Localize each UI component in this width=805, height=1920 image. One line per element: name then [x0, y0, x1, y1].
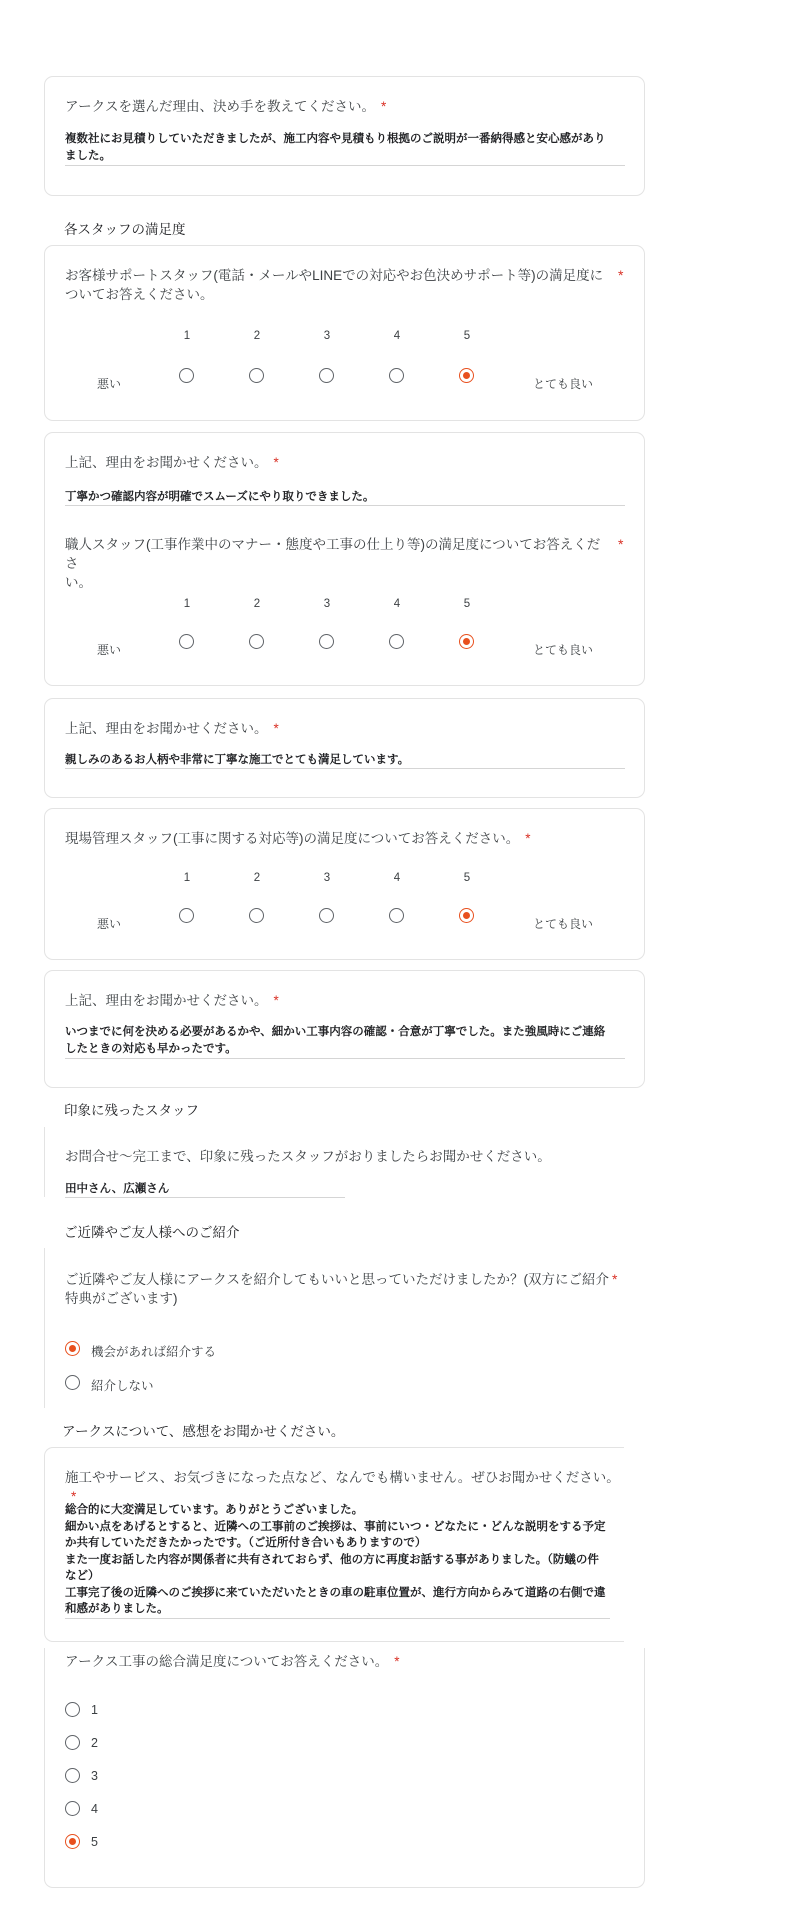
question-title: 職人スタッフ(工事作業中のマナー・態度や工事の仕上り等)の満足度についてお答えくださ い。 [65, 537, 601, 590]
overall-option-3-label: 3 [91, 1769, 98, 1783]
overall-option-1-label: 1 [91, 1703, 98, 1717]
question-title: アークスを選んだ理由、決め手を教えてください。 * [65, 99, 387, 114]
radio-option-5[interactable] [459, 908, 474, 923]
question-card-feedback [44, 1447, 624, 1642]
radio-option-4[interactable] [389, 908, 404, 923]
question-card-support-scale [44, 245, 645, 421]
answer-text[interactable]: いつまでに何を決める必要があるかや、細かい工事内容の確認・合意が丁寧でした。また強風時にご連絡 したときの対応も早かったです。 [65, 1024, 606, 1055]
scale-label-3: 3 [323, 598, 331, 610]
answer-underline [65, 1197, 345, 1198]
required-mark: * [618, 267, 624, 283]
answer-text[interactable]: 総合的に大変満足しています。ありがとうございました。 細かい点をあげるとすると、近隣への工事前のご挨拶は、事前にいつ・どなたに・どんな説明をする予定 か共有していただきたかったです。（ご近所付き合いもありますので） また一度お話した内容が関係者に共有されておらず、他の方に再度お話する事がありました。（防蟻の件 など） 工事完了後の近隣へのご挨拶に来ていただいたときの車の駐車位置が、進行方向からみて道路の右側で違 和感がありました。 [65, 1502, 606, 1615]
scale-label-5: 5 [463, 330, 471, 342]
question-card-referral [44, 1248, 640, 1408]
referral-option-yes-label: 機会があれば紹介する [91, 1345, 217, 1359]
question-title: 現場管理スタッフ(工事に関する対応等)の満足度についてお答えください。 * [65, 831, 531, 846]
answer-text[interactable]: 丁寧かつ確認内容が明確でスムーズにやり取りできました。 [65, 489, 375, 503]
section-title-referral: ご近隣やご友人様へのご紹介 [64, 1225, 240, 1240]
required-mark: * [394, 1654, 400, 1669]
referral-radio-no[interactable] [65, 1375, 80, 1390]
scale-high-label: とても良い [533, 643, 594, 657]
scale-low-label: 悪い [97, 643, 122, 657]
question-title: お客様サポートスタッフ(電話・メールやLINEでの対応やお色決めサポート等)の満足度に ついてお答えください。 [65, 268, 604, 302]
scale-high-label: とても良い [533, 917, 594, 931]
overall-radio-3[interactable] [65, 1768, 80, 1783]
question-title: 上記、理由をお聞かせください。 * [65, 993, 279, 1008]
scale-low-label: 悪い [97, 377, 122, 391]
scale-label-1: 1 [183, 330, 191, 342]
scale-label-5: 5 [463, 872, 471, 884]
question-card-site-scale [44, 808, 645, 960]
scale-label-2: 2 [253, 872, 261, 884]
scale-label-3: 3 [323, 872, 331, 884]
question-card-reason [44, 76, 645, 196]
radio-option-3[interactable] [319, 908, 334, 923]
required-mark: * [273, 455, 279, 470]
scale-label-4: 4 [393, 598, 401, 610]
overall-radio-1[interactable] [65, 1702, 80, 1717]
scale-label-2: 2 [253, 330, 261, 342]
scale-label-1: 1 [183, 598, 191, 610]
scale-label-1: 1 [183, 872, 191, 884]
answer-underline [65, 1058, 625, 1059]
question-card-craft-reason [44, 698, 645, 798]
question-title: アークス工事の総合満足度についてお答えください。 * [65, 1654, 400, 1669]
referral-radio-yes[interactable] [65, 1341, 80, 1356]
section-title-staff: 各スタッフの満足度 [64, 222, 186, 237]
scale-label-2: 2 [253, 598, 261, 610]
section-title-memorable: 印象に残ったスタッフ [64, 1103, 199, 1118]
answer-underline [65, 505, 625, 506]
radio-option-2[interactable] [249, 368, 264, 383]
question-title: ご近隣やご友人様にアークスを紹介してもいいと思っていただけましたか？(双方にご紹介 特典がございます) [65, 1272, 609, 1306]
question-card-overall [44, 1648, 645, 1888]
referral-option-no-label: 紹介しない [91, 1379, 154, 1393]
radio-option-5[interactable] [459, 634, 474, 649]
radio-option-3[interactable] [319, 634, 334, 649]
required-mark: * [612, 1271, 618, 1287]
overall-radio-4[interactable] [65, 1801, 80, 1816]
answer-underline [65, 165, 625, 166]
scale-label-4: 4 [393, 330, 401, 342]
scale-high-label: とても良い [533, 377, 594, 391]
radio-option-4[interactable] [389, 634, 404, 649]
scale-label-4: 4 [393, 872, 401, 884]
radio-option-4[interactable] [389, 368, 404, 383]
scale-label-3: 3 [323, 330, 331, 342]
question-title: お問合せ～完工まで、印象に残ったスタッフがおりましたらお聞かせください。 [65, 1149, 551, 1164]
radio-option-1[interactable] [179, 908, 194, 923]
scale-low-label: 悪い [97, 917, 122, 931]
required-mark: * [71, 1489, 77, 1504]
radio-option-1[interactable] [179, 368, 194, 383]
answer-text[interactable]: 親しみのあるお人柄や非常に丁寧な施工でとても満足しています。 [65, 752, 410, 766]
answer-underline [65, 1618, 610, 1619]
question-title: 上記、理由をお聞かせください。 * [65, 721, 279, 736]
scale-label-5: 5 [463, 598, 471, 610]
question-card-memorable [44, 1127, 646, 1197]
required-mark: * [525, 831, 531, 846]
question-card-craft [44, 432, 645, 686]
overall-option-2-label: 2 [91, 1736, 98, 1750]
required-mark: * [380, 99, 387, 114]
overall-radio-2[interactable] [65, 1735, 80, 1750]
required-mark: * [273, 721, 279, 736]
required-mark: * [273, 993, 279, 1008]
radio-option-5[interactable] [459, 368, 474, 383]
question-card-site-reason [44, 970, 645, 1088]
radio-option-2[interactable] [249, 908, 264, 923]
radio-option-1[interactable] [179, 634, 194, 649]
radio-option-3[interactable] [319, 368, 334, 383]
overall-radio-5[interactable] [65, 1834, 80, 1849]
answer-text[interactable]: 複数社にお見積りしていただきましたが、施工内容や見積もり根拠のご説明が一番納得感と安心感があり ました。 [65, 131, 606, 162]
section-title-feedback: アークスについて、感想をお聞かせください。 [62, 1424, 345, 1439]
answer-text[interactable]: 田中さん、広瀬さん [65, 1181, 170, 1195]
overall-option-5-label: 5 [91, 1835, 98, 1849]
overall-option-4-label: 4 [91, 1802, 98, 1816]
radio-option-2[interactable] [249, 634, 264, 649]
answer-underline [65, 768, 625, 769]
required-mark: * [618, 536, 624, 552]
question-title: 上記、理由をお聞かせください。 * [65, 455, 279, 470]
question-title: 施工やサービス、お気づきになった点など、なんでも構いません。ぜひお聞かせください。* [65, 1470, 620, 1504]
